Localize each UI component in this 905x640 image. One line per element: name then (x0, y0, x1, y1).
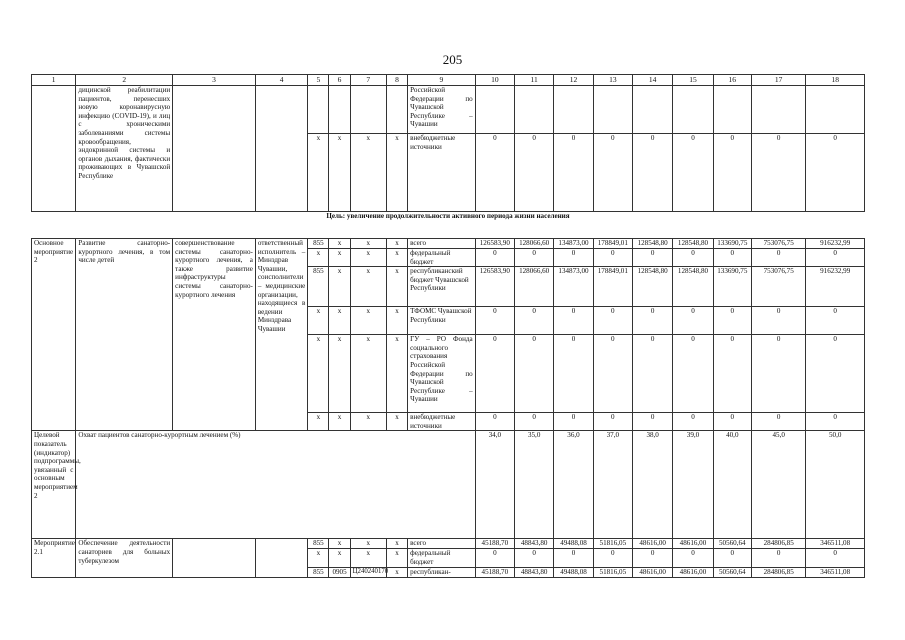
header-cell: 14 (632, 75, 672, 86)
table-row: x x x x федеральный бюджет 0 0 0 0 0 0 0 0 0 (32, 249, 865, 267)
table-row: x x x x ТФОМС Чувашской Республики 0 0 0 0 0 0 0 0 0 (32, 307, 865, 335)
funding-source: всего (408, 539, 476, 549)
funding-source: федеральный бюджет (408, 249, 476, 267)
funding-source: республикан- (408, 567, 476, 577)
funding-source: внебюджетные источники (408, 413, 476, 431)
header-cell: 7 (350, 75, 386, 86)
measure-description: Развитие санаторно-курортного лечения, в том числе детей (76, 239, 173, 431)
funding-source: федеральный бюджет (408, 549, 476, 567)
funding-source: республиканский бюджет Чувашской Республики (408, 267, 476, 307)
table-row (32, 86, 865, 134)
header-cell: 11 (515, 75, 554, 86)
table-row: x x x x внебюджетные источники 0 0 0 0 0 0 0 0 0 (32, 413, 865, 431)
measure-description: дицинской реабилитации пациентов, перенесших новую коронавирусную инфекцию (COVID-19), и лиц с хроническими заболеваниями системы кровообращения, эндокринной системы и органов дыхания, фактически проживающих в Чувашской Республике (76, 86, 173, 212)
header-cell: 9 (408, 75, 476, 86)
header-cell: 13 (593, 75, 632, 86)
goal-row (32, 212, 865, 239)
header-cell: 3 (173, 75, 256, 86)
header-cell: 8 (386, 75, 407, 86)
header-cell: 16 (713, 75, 751, 86)
header-cell: 6 (329, 75, 350, 86)
funding-source: внебюджетные источники (408, 134, 476, 212)
goal-title: Цель: увеличение продолжительности активного периода жизни населения (32, 212, 865, 239)
table-row: x x x x федеральный бюджет 0 0 0 0 0 0 0 0 0 (32, 549, 865, 567)
measure-purpose: совершенствование системы санаторно-курортного лечения, а также развитие инфраструктуры системы санаторно-курортного лечения (173, 239, 256, 431)
header-cell: 2 (76, 75, 173, 86)
header-cell: 1 (32, 75, 76, 86)
table-row: Основное мероприятие 2 Развитие санаторно-курортного лечения, в том числе детей совершенствование системы санаторно-курортного лечения, а также развитие инфраструктуры системы санаторно-курортного лечения ответственный исполнитель – Минздрав Чувашии, соисполнители – медицинские организации, находящиеся в ведении Минздрава Чувашии 855 x x x всего 126583,90 128066,60 134873,00 178849,01 128548,80 128548,80 133690,75 753076,75 916232,99 (32, 239, 865, 249)
header-row (32, 75, 865, 86)
header-cell: 17 (751, 75, 805, 86)
table-row: x x x x ГУ – РО Фонда социального страхования Российской Федерации по Чувашской Республике – Чувашии 0 0 0 0 0 0 0 0 0 (32, 335, 865, 413)
table-row: 855 x x x республиканский бюджет Чувашской Республики 126583,90 128066,60 134873,00 178849,01 128548,80 128548,80 133690,75 753076,75 916232,99 (32, 267, 865, 307)
indicator-row: Целевой показатель (индикатор) подпрограммы, увязанный с основным мероприятием 2 Охват пациентов санаторно-курортным лечением (%) 34,0 35,0 36,0 37,0 38,0 39,0 40,0 45,0 50,0 (32, 431, 865, 539)
funding-source: ГУ – РО Фонда социального страхования Российской Федерации по Чувашской Республике – Чувашии (408, 335, 476, 413)
table-row: 855 0905 Ц240240170 x республикан- 45188,70 48843,80 49488,08 51816,05 48616,00 48616,00 50560,64 284806,85 346511,08 (32, 567, 865, 577)
page-number: 205 (442, 52, 463, 67)
header-cell: 18 (806, 75, 865, 86)
funding-source: ТФОМС Чувашской Республики (408, 307, 476, 335)
responsible-executor: ответственный исполнитель – Минздрав Чувашии, соисполнители – медицинские организации, находящиеся в ведении Минздрава Чувашии (255, 239, 307, 431)
program-table (31, 74, 865, 578)
measure-number: Основное мероприятие 2 (32, 239, 76, 431)
header-cell: 4 (255, 75, 307, 86)
table-row: Мероприятие 2.1 Обеспечение деятельности санаториев для больных туберкулезом 855 x x x всего 45188,70 48843,80 49488,08 51816,05 48616,00 48616,00 50560,64 284806,85 346511,08 (32, 539, 865, 549)
indicator-text: Охват пациентов санаторно-курортным лечением (%) (76, 431, 475, 539)
funding-source: Российской Федерации по Чувашской Республике – Чувашии (408, 86, 476, 134)
table-row: x x x x внебюджетные источники 0 0 0 0 0 0 0 0 0 (32, 134, 865, 212)
header-cell: 5 (308, 75, 329, 86)
funding-source: всего (408, 239, 476, 249)
header-cell: 15 (673, 75, 713, 86)
indicator-label: Целевой показатель (индикатор) подпрограммы, увязанный с основным мероприятием 2 (32, 431, 76, 539)
measure-number: Мероприятие 2.1 (32, 539, 76, 577)
header-cell: 10 (475, 75, 514, 86)
measure-description: Обеспечение деятельности санаториев для больных туберкулезом (76, 539, 173, 577)
header-cell: 12 (554, 75, 593, 86)
